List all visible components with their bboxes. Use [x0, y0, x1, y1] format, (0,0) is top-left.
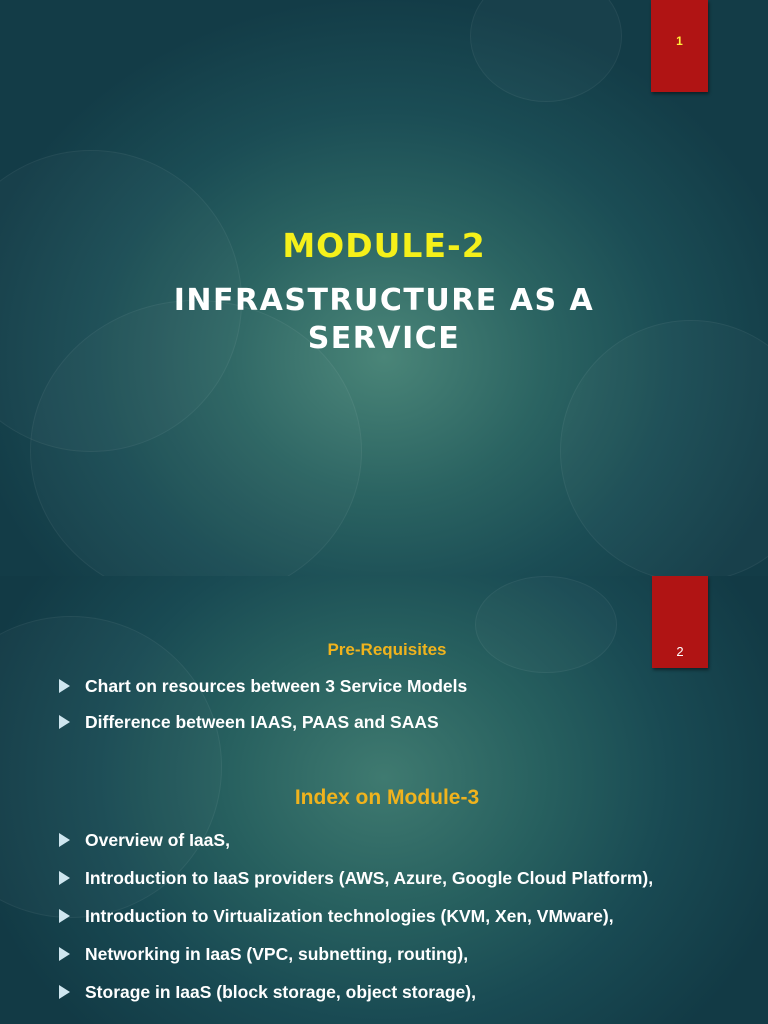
list-item-text: Difference between IAAS, PAAS and SAAS — [85, 712, 439, 732]
triangle-bullet-icon — [59, 909, 70, 923]
module-title: MODULE-2 — [282, 226, 486, 265]
list-item — [0, 712, 467, 748]
list-item — [0, 944, 653, 982]
list-item — [0, 868, 653, 906]
list-item — [0, 906, 653, 944]
list-item-text: Overview of IaaS, — [85, 830, 230, 850]
list-item — [0, 982, 653, 1020]
list-item-text: Chart on resources between 3 Service Models — [85, 676, 468, 696]
triangle-bullet-icon — [59, 715, 70, 729]
module-subtitle: INFRASTRUCTURE AS A SERVICE — [173, 283, 595, 356]
triangle-bullet-icon — [59, 679, 70, 693]
triangle-bullet-icon — [59, 833, 70, 847]
triangle-bullet-icon — [59, 985, 70, 999]
index-list — [0, 830, 653, 1020]
list-item — [0, 830, 653, 868]
list-item-text: Introduction to Virtualization technologies (KVM, Xen, VMware), — [85, 906, 614, 926]
prerequisites-heading: Pre-Requisites — [327, 640, 447, 659]
list-item — [0, 676, 467, 712]
slide-2 — [0, 576, 768, 1024]
prerequisites-list — [0, 676, 467, 748]
page-number: 1 — [676, 34, 683, 48]
triangle-bullet-icon — [59, 947, 70, 961]
triangle-bullet-icon — [59, 871, 70, 885]
list-item-text: Storage in IaaS (block storage, object storage), — [85, 982, 476, 1002]
decorative-circle — [560, 320, 768, 576]
list-item-text: Networking in IaaS (VPC, subnetting, routing), — [85, 944, 469, 964]
page-number-badge — [651, 0, 708, 92]
page-number: 2 — [676, 644, 684, 659]
decorative-circle — [470, 0, 622, 102]
list-item-text: Introduction to IaaS providers (AWS, Azure, Google Cloud Platform), — [85, 868, 654, 888]
index-heading: Index on Module-3 — [294, 786, 480, 809]
